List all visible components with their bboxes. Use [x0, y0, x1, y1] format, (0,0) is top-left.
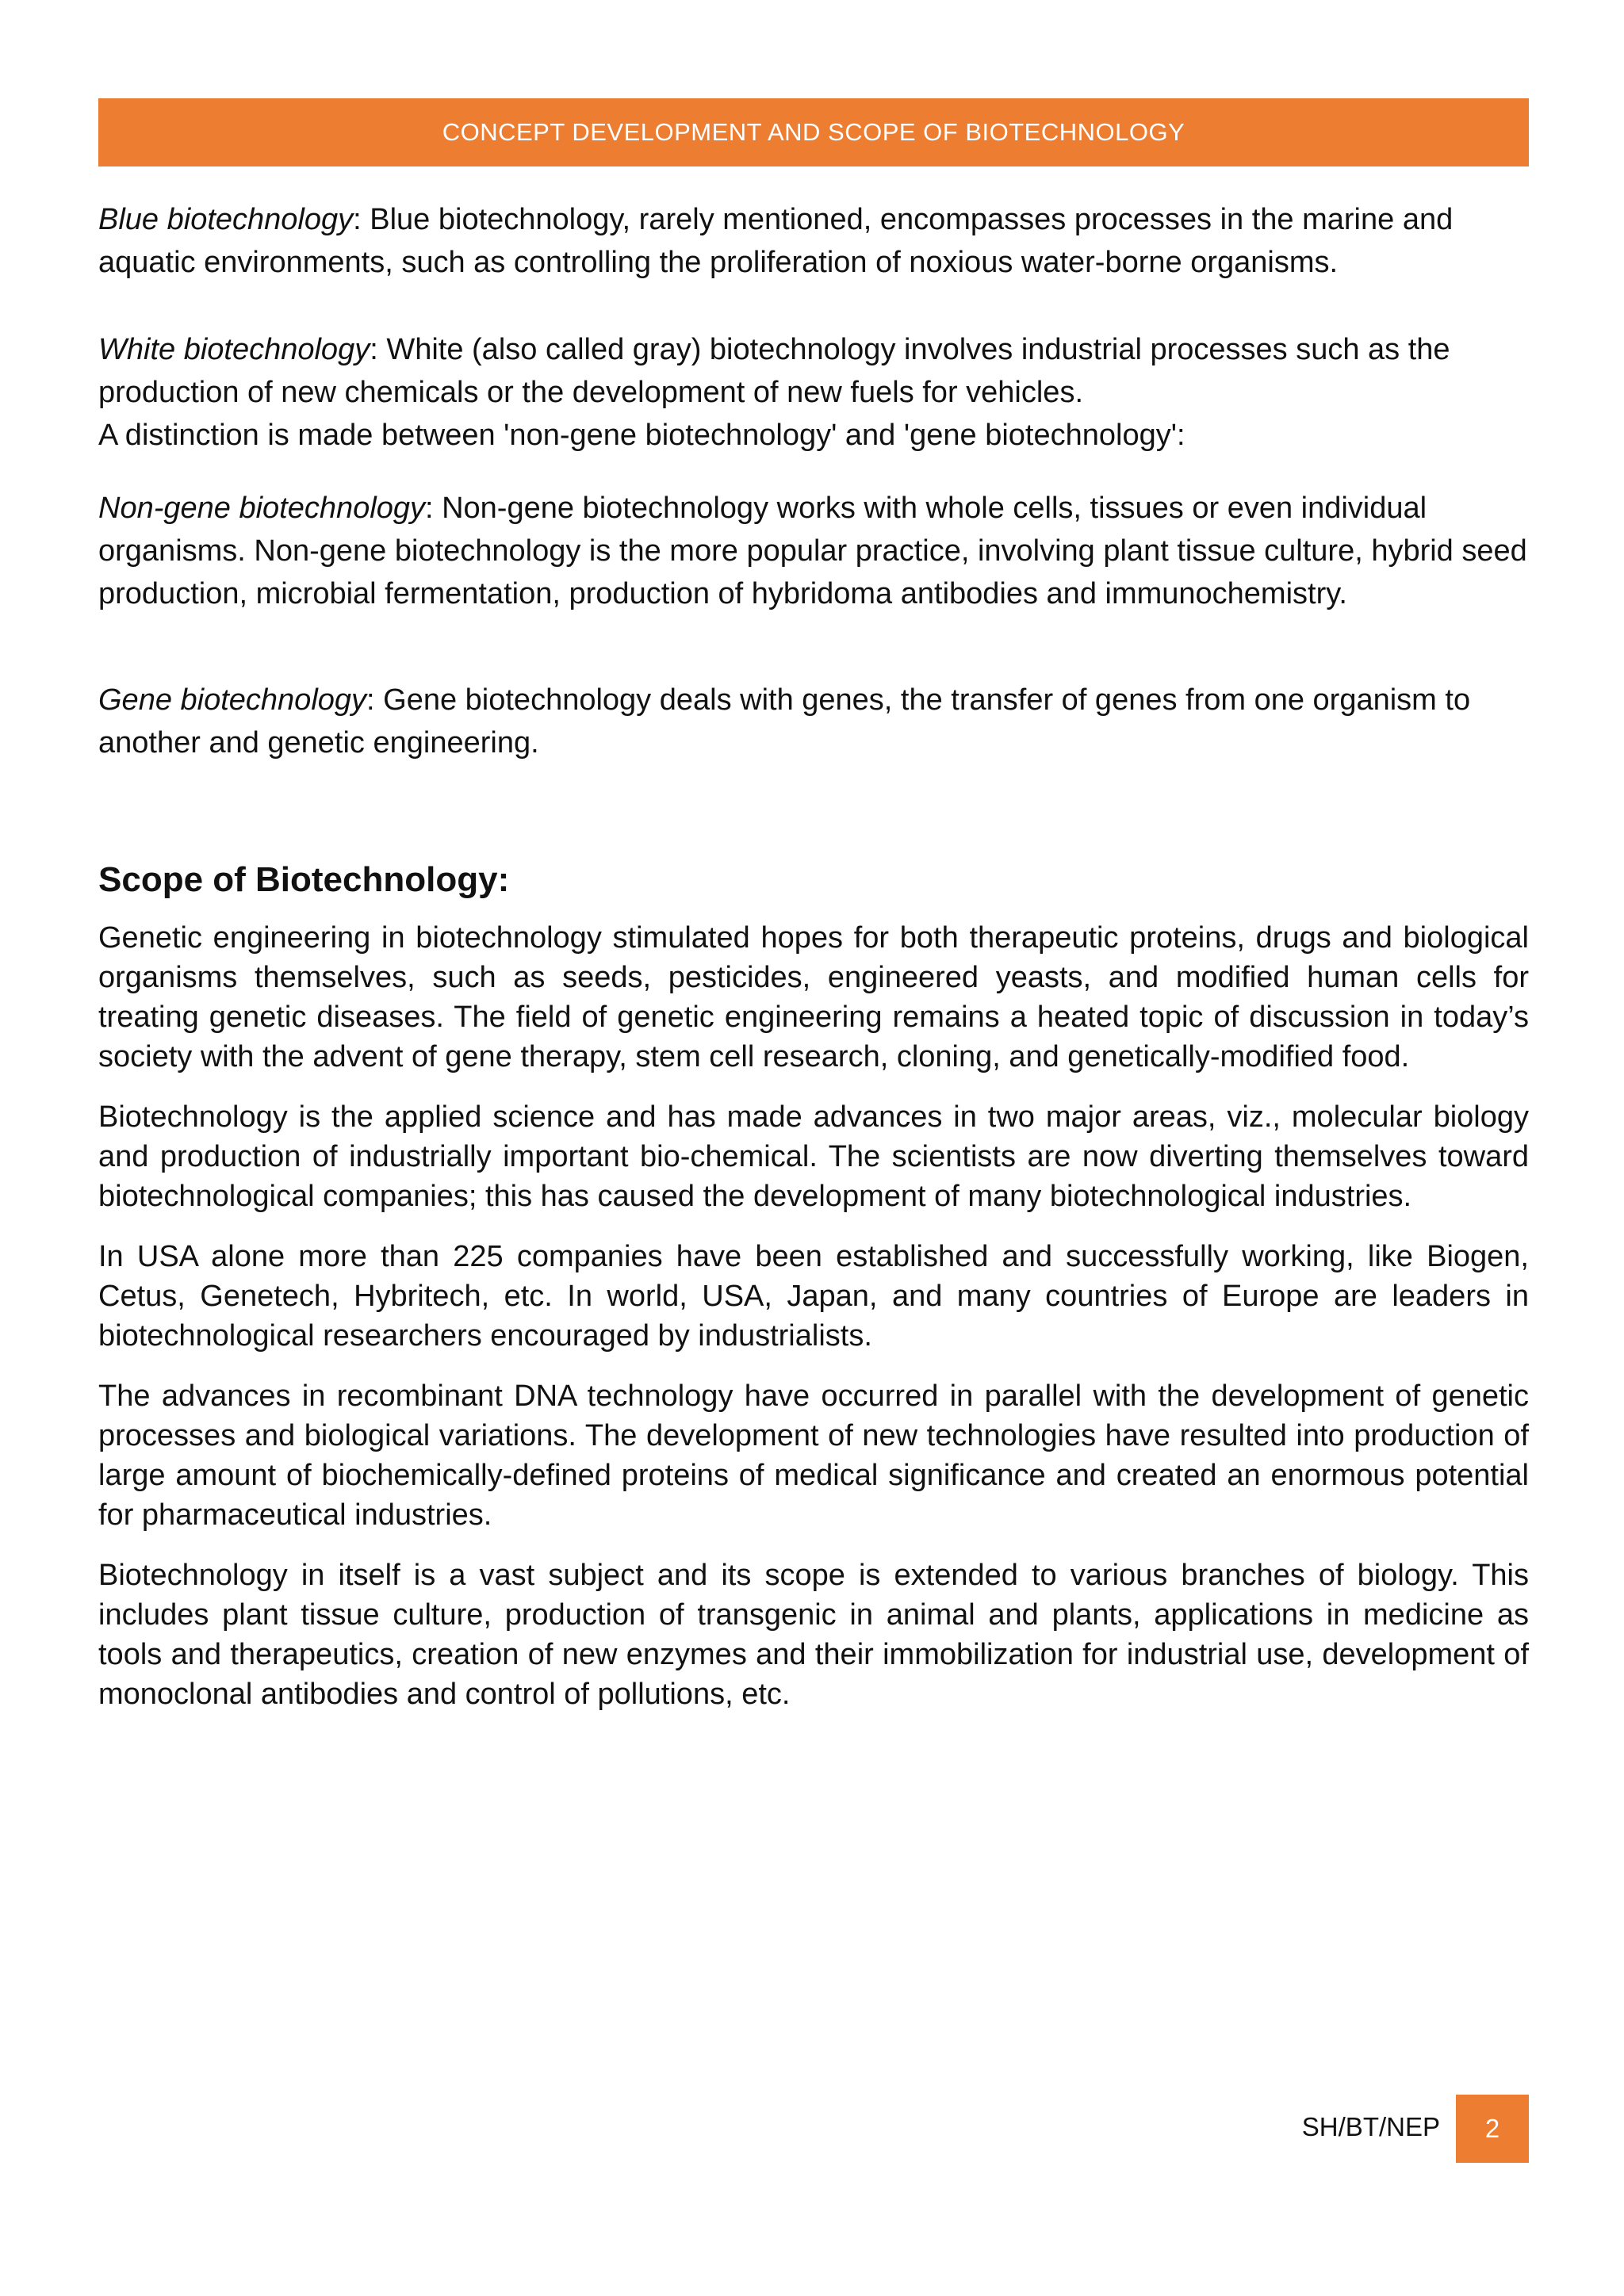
blue-biotech-text: : Blue biotechnology, rarely mentioned, encompasses processes in the marine and aquatic environments, such as controlling the proliferation of noxious water-borne organisms.: [98, 203, 1454, 279]
white-biotech-term: White biotechnology: [98, 333, 370, 366]
page-number-box: [1456, 2095, 1529, 2163]
gene-biotech-definition: [98, 679, 1529, 764]
distinction-statement: A distinction is made between 'non-gene biotechnology' and 'gene biotechnology':: [98, 419, 1185, 452]
white-biotech-text: : White (also called gray) biotechnology involves industrial processes such as the production of new chemicals or the development of new fuels for vehicles.: [98, 333, 1450, 409]
blue-biotech-definition: [98, 198, 1529, 284]
footer-document-code: SH/BT/NEP: [1301, 2112, 1440, 2141]
main-content: [98, 198, 1529, 1735]
blue-biotech-term: Blue biotechnology: [98, 203, 354, 236]
non-gene-biotech-definition: [98, 487, 1529, 615]
gene-biotech-text: : Gene biotechnology deals with genes, the transfer of genes from one organism to another and genetic engineering.: [98, 683, 1471, 760]
scope-heading: Scope of Biotechnology:: [98, 860, 510, 899]
page-number: 2: [1484, 2114, 1500, 2143]
non-gene-biotech-text: : Non-gene biotechnology works with whole cells, tissues or even individual organisms. Non-gene biotechnology is the more popular practice, involving plant tissue culture, hybrid seed production, microbial fermentation, production of hybridoma antibodies and immunochemistry.: [98, 492, 1527, 610]
header-bar: [98, 98, 1529, 166]
scope-paragraph-3: In USA alone more than 225 companies have been established and successfully working, like Biogen, Cetus, Genetech, Hybritech, etc. In world, USA, Japan, and many countries of Europe are leaders in biotechnological researchers encouraged by industrialists.: [98, 1240, 1529, 1353]
scope-paragraph-4: The advances in recombinant DNA technology have occurred in parallel with the development of genetic processes and biological variations. The development of new technologies have resulted into production of large amount of biochemically-defined proteins of medical significance and created an enormous potential for pharmaceutical industries.: [98, 1380, 1529, 1532]
gene-biotech-term: Gene biotechnology: [98, 683, 367, 717]
white-biotech-definition: [98, 328, 1529, 414]
page-header-title: CONCEPT DEVELOPMENT AND SCOPE OF BIOTECHNOLOGY: [442, 118, 1185, 146]
scope-paragraph-2: Biotechnology is the applied science and has made advances in two major areas, viz., molecular biology and production of industrially important bio-chemical. The scientists are now diverting themselves toward biotechnological companies; this has caused the development of many biotechnological industries.: [98, 1100, 1529, 1213]
non-gene-biotech-term: Non-gene biotechnology: [98, 492, 425, 525]
scope-paragraph-1: Genetic engineering in biotechnology stimulated hopes for both therapeutic proteins, drugs and biological organisms themselves, such as seeds, pesticides, engineered yeasts, and modified human cells for treating genetic diseases. The field of genetic engineering remains a heated topic of discussion in today’s society with the advent of gene therapy, stem cell research, cloning, and genetically-modified food.: [98, 921, 1529, 1073]
scope-paragraph-5: Biotechnology in itself is a vast subject and its scope is extended to various branches of biology. This includes plant tissue culture, production of transgenic in animal and plants, applications in medicine as tools and therapeutics, creation of new enzymes and their immobilization for industrial use, development of monoclonal antibodies and control of pollutions, etc.: [98, 1559, 1529, 1711]
